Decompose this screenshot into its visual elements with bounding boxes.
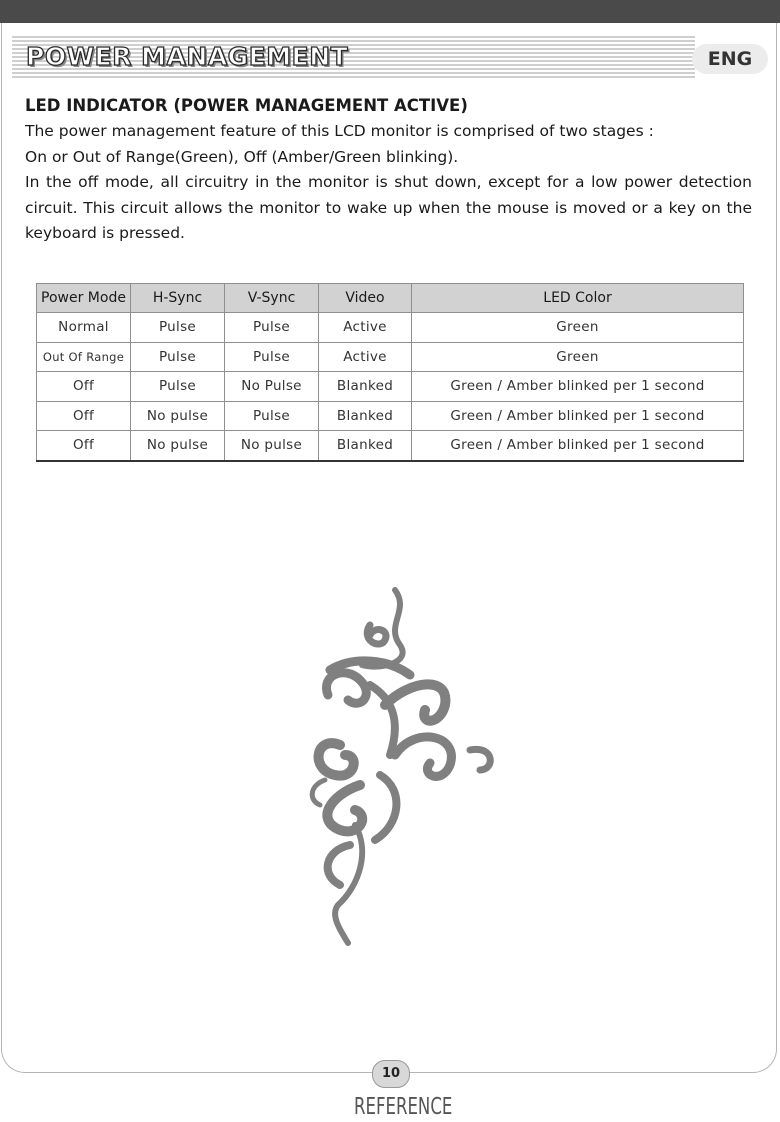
table-cell: Green / Amber blinked per 1 second [412,401,744,431]
paragraph-stages: On or Out of Range(Green), Off (Amber/Green blinking). [25,147,459,166]
table-row [37,401,744,431]
section-label: REFERENCE [354,1094,453,1120]
table-cell: Blanked [319,431,412,461]
table-cell: No pulse [131,401,225,431]
table-cell: Pulse [225,342,319,372]
table-cell: Active [319,313,412,343]
table-cell: Off [37,401,131,431]
table-cell: Off [37,431,131,461]
title-band [12,36,695,78]
page-title: POWER MANAGEMENT [26,42,349,71]
language-badge: ENG [692,44,768,74]
table-header-row [37,284,744,313]
table-row [37,431,744,461]
table-cell: Pulse [225,313,319,343]
table-row [37,342,744,372]
table-cell: Active [319,342,412,372]
table-cell: No pulse [225,431,319,461]
paragraph-off-mode: In the off mode, all circuitry in the monitor is shut down, except for a low power detection circuit. This circuit allows the monitor to wake up when the mouse is moved or a key on the keyboard is pressed. [25,173,752,242]
section-heading: LED INDICATOR (POWER MANAGEMENT ACTIVE) [25,96,468,115]
column-header: H-Sync [131,284,225,313]
tribal-ornament-icon [300,585,500,950]
column-header: Video [319,284,412,313]
main-content [25,96,752,247]
column-header: Power Mode [37,284,131,313]
table-cell: Blanked [319,372,412,402]
table-cell: Pulse [225,401,319,431]
table-cell: Blanked [319,401,412,431]
table-cell: Normal [37,313,131,343]
table-cell: Pulse [131,313,225,343]
table-cell: No pulse [131,431,225,461]
table-cell: Green / Amber blinked per 1 second [412,372,744,402]
page-number-badge: 10 [372,1060,410,1088]
top-bar [0,0,780,23]
table-cell: Green [412,313,744,343]
table-cell: Off [37,372,131,402]
column-header: LED Color [412,284,744,313]
table-cell: Green [412,342,744,372]
table-cell: Pulse [131,372,225,402]
table-cell: Out Of Range [37,342,131,372]
table-cell: No Pulse [225,372,319,402]
power-mode-table [36,283,744,462]
table-cell: Pulse [131,342,225,372]
paragraph-stages-intro: The power management feature of this LCD monitor is comprised of two stages : [25,122,654,140]
table-row [37,313,744,343]
table-row [37,372,744,402]
table-cell: Green / Amber blinked per 1 second [412,431,744,461]
column-header: V-Sync [225,284,319,313]
